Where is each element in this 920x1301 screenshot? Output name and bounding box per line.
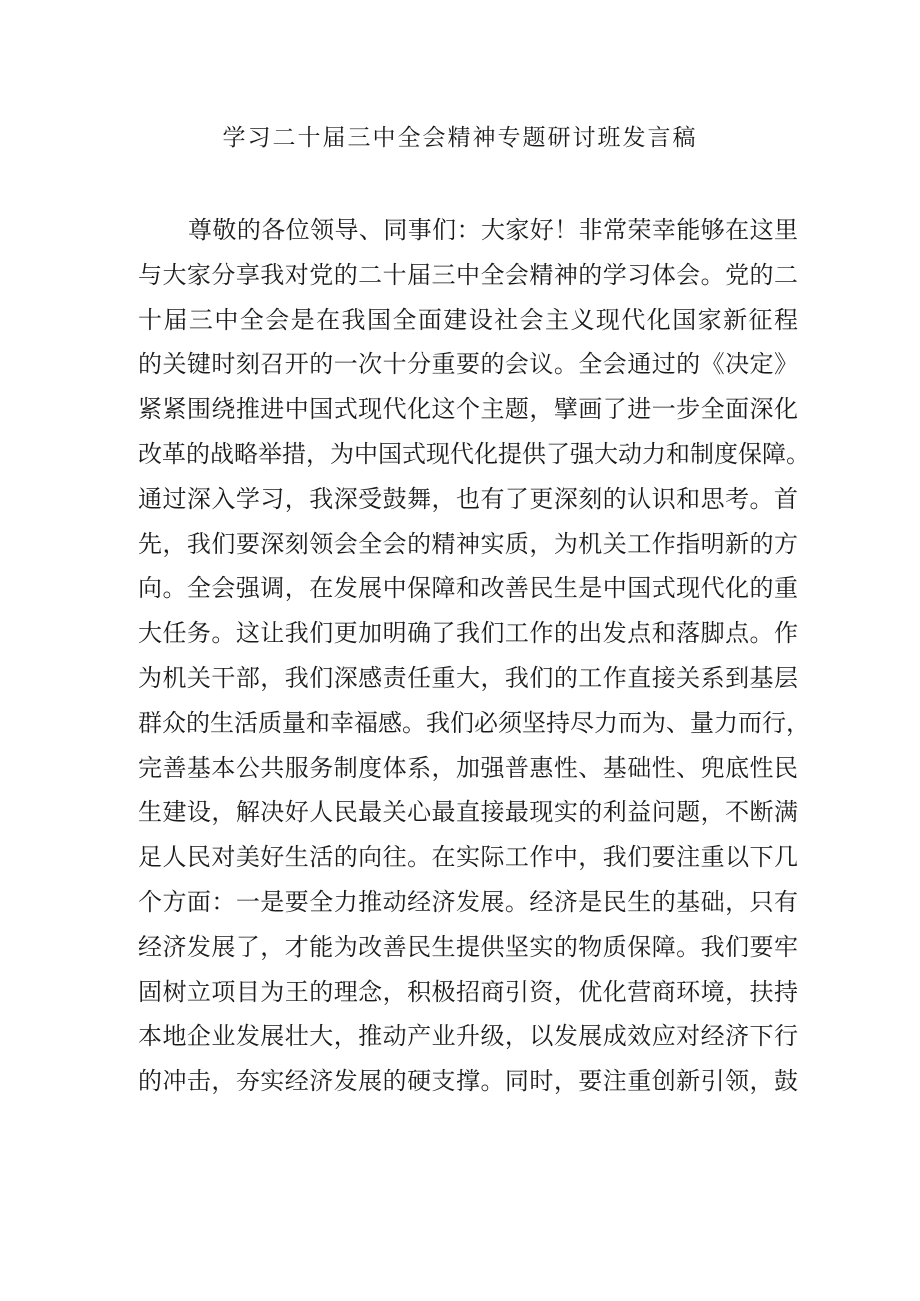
body-line: 生建设，解决好人民最关心最直接最现实的利益问题，不断满 [138, 798, 798, 827]
body-line: 经济发展了，才能为改善民生提供坚实的物质保障。我们要牢 [138, 932, 798, 961]
body-line: 为机关干部，我们深感责任重大，我们的工作直接关系到基层 [138, 663, 798, 692]
body-line: 与大家分享我对党的二十届三中全会精神的学习体会。党的二 [138, 260, 798, 289]
body-line: 尊敬的各位领导、同事们：大家好！非常荣幸能够在这里 [188, 216, 798, 244]
body-line: 固树立项目为王的理念，积极招商引资，优化营商环境，扶持 [138, 977, 798, 1006]
body-line: 本地企业发展壮大，推动产业升级，以发展成效应对经济下行 [138, 1022, 798, 1051]
body-line: 先，我们要深刻领会全会的精神实质，为机关工作指明新的方 [138, 529, 798, 558]
body-line: 十届三中全会是在我国全面建设社会主义现代化国家新征程 [138, 305, 798, 334]
document-body [138, 208, 810, 1104]
body-line: 群众的生活质量和幸福感。我们必须坚持尽力而为、量力而行， [138, 708, 810, 737]
body-line: 改革的战略举措，为中国式现代化提供了强大动力和制度保障。 [138, 439, 810, 468]
body-line: 个方面：一是要全力推动经济发展。经济是民生的基础，只有 [138, 887, 798, 916]
body-line: 向。全会强调，在发展中保障和改善民生是中国式现代化的重 [138, 574, 798, 603]
body-line: 的冲击，夯实经济发展的硬支撑。同时，要注重创新引领，鼓 [138, 1067, 798, 1096]
body-line: 的关键时刻召开的一次十分重要的会议。全会通过的《决定》 [138, 350, 798, 379]
body-line: 大任务。这让我们更加明确了我们工作的出发点和落脚点。作 [138, 619, 798, 648]
body-line: 完善基本公共服务制度体系，加强普惠性、基础性、兜底性民 [138, 753, 798, 782]
body-line: 紧紧围绕推进中国式现代化这个主题，擘画了进一步全面深化 [138, 395, 798, 424]
body-line: 通过深入学习，我深受鼓舞，也有了更深刻的认识和思考。首 [138, 484, 798, 513]
document-title: 学习二十届三中全会精神专题研讨班发言稿 [222, 125, 698, 151]
body-line: 足人民对美好生活的向往。在实际工作中，我们要注重以下几 [138, 843, 798, 872]
